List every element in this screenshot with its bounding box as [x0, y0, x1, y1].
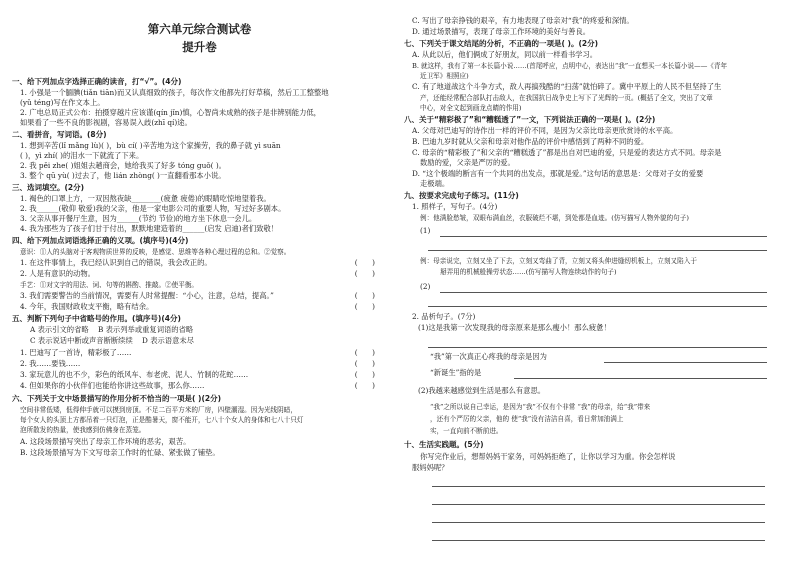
- choice-line: C. 有了地道战这个斗争方式，敌人再搞残酷的“扫荡”就怕碎了。冀中平原上的人民不但坚持了生: [412, 82, 722, 91]
- question-line: (1)这是我第一次发现我的母亲原来是那么瘦小！那么疲惫！: [418, 323, 611, 332]
- answer-paren[interactable]: ( ): [354, 370, 375, 379]
- blank-label: (2): [420, 282, 431, 291]
- passage-line: 泡所散发的热量，使我感到仿佛身在蒸笼。: [20, 426, 146, 434]
- question-line: 你写完作业后，想帮妈妈干家务，可妈妈拒绝了，让你以学习为重。你会怎样说: [420, 452, 676, 461]
- question-line: (2)我越来越感觉到生活是那么有意思。: [418, 386, 546, 395]
- answer-line[interactable]: [432, 522, 765, 523]
- example-line: 例：他满脸愁皱，双眼布满血丝，衣服破烂不堪，到处都是血迹。(仿写描写人物外貌的句子): [420, 214, 689, 222]
- section-heading: 二、看拼音，写词语。(8分): [12, 130, 107, 139]
- answer-paren[interactable]: ( ): [354, 302, 375, 311]
- page-title: 第六单元综合测试卷: [147, 22, 252, 36]
- choice-line: 近卫军》相照应): [420, 72, 469, 80]
- answer-paren[interactable]: ( ): [354, 291, 375, 300]
- choice-line: B. 就这样，我有了第一本长篇小说……(首尾呼应，点明中心，表达出“我”一直想买一本长篇小说——《青年: [412, 62, 728, 70]
- answer-line[interactable]: [514, 378, 767, 379]
- option-a: A 表示引文的省略: [30, 325, 89, 334]
- choice-line: 走极端。: [420, 179, 450, 188]
- question-line: 3. 父亲从事开餐厅生意，因为______(节约 节俭)的地方坐下休息一会儿。: [20, 214, 257, 223]
- blank-label: (1): [420, 226, 431, 235]
- question-line: 2. 人是有意识的动物。: [20, 269, 95, 278]
- question-line: 1. 褐色的口罩上方，一双因熬夜缺________(疲惫 疲倦)的眼睛吃惊地望着我。: [20, 194, 271, 203]
- question-line: 2. 品析句子。(7分): [412, 312, 476, 321]
- choice-line: B. 巴迪九岁时就从父亲和母亲对他作品的评价中感悟到了两种不同的爱。: [412, 137, 649, 146]
- section-heading: 七、下列关于课文结尾的分析，不正确的一项是( )。(2分): [404, 39, 599, 48]
- choice-line: C. 写出了母亲挣钱的艰辛，有力地表现了母亲对“我”的疼爱和深情。: [412, 16, 634, 25]
- answer-line[interactable]: [428, 347, 767, 348]
- question-line: 3. 整个 qū yù( )过去了，他 lián zhòng( )一直翻看那本小说。: [20, 171, 226, 180]
- choice-line: 产，还能经常配合部队打击敌人，在我国抗日战争史上写下了光辉的一页。(概括了全文，突出了文章: [420, 94, 713, 102]
- section-heading: 一、给下列加点字选择正确的读音，打“√”。(4分): [12, 77, 182, 86]
- answer-paren[interactable]: ( ): [354, 258, 375, 267]
- option-d: D 表示语意未尽: [142, 336, 194, 345]
- question-line: 1. 照样子，写句子。(4分): [412, 202, 498, 211]
- question-line: “我”之所以说自己幸运，是因为“我”不仅有个非常 “我”的母亲，给“我”带来: [430, 403, 651, 411]
- question-line: 1. 在这件事情上，我已经认识到自己的错误，我会改正的。: [20, 258, 212, 267]
- question-line: “我”第一次真正心疼我的母亲是因为: [430, 352, 547, 361]
- answer-line[interactable]: [428, 306, 767, 307]
- question-line: 4. 但如果你的小伙伴们也能给你讲这些故事，那么你……: [20, 381, 205, 390]
- section-heading: 九、按要求完成句子练习。(11分): [404, 191, 519, 200]
- choice-line: C. 母亲的“精彩极了”和父亲的“糟糕透了”都是出自对巴迪的爱，只是爱的表达方式不同。母亲是: [412, 148, 722, 157]
- section-heading: 八、关于“精彩极了”和“糟糕透了”一文，下列说法正确的一项是( )。(2分): [404, 115, 656, 124]
- question-line: 2. 广电总局正式公布：拍摄穿越片应该谨(qín jǐn)慎，心智尚未成熟的孩子是非辨别能力低，: [20, 108, 321, 117]
- question-line: 1. 小强是一个腼腆(tiǎn tiān)而又认真细致的孩子，每次作文他都先打好草稿，然后工工整整地: [20, 88, 329, 97]
- answer-paren[interactable]: ( ): [354, 381, 375, 390]
- question-line: 2. 我……要钱……: [20, 359, 81, 368]
- passage-line: 每个女人的头顶上方都吊着一只灯泡，正是酷暑天，窗不能开，七八十个女人的身体和七八十只灯: [20, 416, 304, 424]
- question-line: (yǔ téng)写在作文本上。: [20, 98, 105, 107]
- answer-paren[interactable]: ( ): [354, 359, 375, 368]
- section-heading: 三、选词填空。(2分): [12, 183, 85, 192]
- choice-line: 中心，对全文起到画龙点睛的作用): [420, 104, 522, 112]
- question-line: 3. 我们需要警告的当前情况，需要有人时常提醒：“小心，注意，总结，提高。”: [20, 291, 274, 300]
- passage-line: 空间非常低矮，低得伸手就可以摸到房顶。不足二百平方米的厂房，四壁潮湿。因为光线阴暗，: [20, 406, 297, 414]
- answer-line[interactable]: [440, 236, 767, 237]
- section-heading: 五、判断下列句子中省略号的作用。(填序号)(4分): [12, 314, 181, 323]
- answer-line[interactable]: [604, 362, 767, 363]
- question-line: 1. 巴迪写了一首诗，精彩极了……: [20, 348, 132, 357]
- question-line: 服妈妈呢？: [412, 463, 449, 472]
- answer-paren[interactable]: ( ): [354, 348, 375, 357]
- definition-line: 手艺：①对文字的用法、词、句等的斟酌、推敲。②使平衡。: [20, 281, 199, 289]
- option-c: C 表示说话中断或声音断断续续: [30, 336, 133, 345]
- question-line: 实，一直向前不断前进。: [430, 427, 503, 435]
- section-heading: 六、下列关于文中场景描写的作用分析不恰当的一项是( )(2分): [12, 394, 222, 403]
- option-b: B 表示列举或重复词语的省略: [97, 325, 194, 334]
- question-line: “新诞生”指的是: [430, 368, 482, 377]
- section-heading: 十、生活实践题。(5分): [404, 440, 484, 449]
- answer-paren[interactable]: ( ): [354, 269, 375, 278]
- example-line: 掰弄用的机械般操劳状态……(仿写描写人物连续动作的句子): [440, 268, 617, 276]
- choice-line: D. 通过场景描写，表现了母亲工作环境的美好与善良。: [412, 27, 591, 36]
- section-heading: 四、给下列加点词语选择正确的义项。(填序号)(4分): [12, 236, 189, 245]
- answer-line[interactable]: [440, 292, 767, 293]
- choice-line: A. 从此以后，他们俩成了好朋友，同以前一样看书学习。: [412, 50, 598, 59]
- question-line: 4. 我为那些为了孩子们甘于付出，默默地建造着的______(启发 启迪)者们致敬！: [20, 224, 279, 233]
- answer-line[interactable]: [432, 504, 765, 505]
- answer-line[interactable]: [432, 540, 765, 541]
- example-line: 例：母亲说完，立刻又坐了下去，立刻又弯曲了背，立刻又将头伸进缝纫机板上，立刻又陷入于: [420, 257, 697, 265]
- question-line: 如果看了一些不良的影视剧，容易误入歧(zhī qí)途。: [20, 118, 192, 127]
- option-line: [12, 336, 387, 346]
- question-line: 1. 想到辛苦(lǐ mǎng lù)( )，bù cí( )辛苦地为这个家操劳，我的鼻子就 yì suān: [20, 141, 281, 150]
- question-line: 4. 今年，我国财政收支平衡，略有结余。: [20, 302, 154, 311]
- question-line: 3. 家玩意儿的也不少，彩色的纸风车、布老虎、泥人、竹制的花蛇……: [20, 370, 249, 379]
- answer-line[interactable]: [432, 486, 765, 487]
- question-line: ，还有个严厉的父亲，他的 使“我”没有洁洁自喜，看日常加油满上: [430, 415, 624, 423]
- question-line: ( )，yì zhí( )的泪水一下就流了下来。: [20, 151, 144, 160]
- choice-line: B. 这段场景描写为下文写母亲工作时的忙碌、紧张做了铺垫。: [20, 448, 220, 457]
- page-subtitle: 提升卷: [182, 40, 217, 54]
- answer-line[interactable]: [428, 250, 767, 251]
- choice-line: A. 这段场景描写突出了母亲工作环境的恶劣，艰苦。: [20, 437, 191, 446]
- choice-line: A. 父母对巴迪写的诗作出一样的评价不同，是因为父亲比母亲更欣赏诗的水平高。: [412, 126, 678, 135]
- question-line: 2. 我 pěi zhe( )姐姐去趟商会，她给我买了好多 tóng guǒ( )。: [20, 161, 226, 170]
- question-line: 2. 我______(敬仰 敬爱)我的父亲，他是一家电影公司的重要人物，写过好多剧本。: [20, 204, 286, 213]
- option-line: [12, 325, 387, 335]
- right-column: [404, 0, 779, 561]
- definition-line: 意识：①人的头脑对于客观物质世界的反映，是感觉、思维等各种心理过程的总和。②觉察。: [20, 248, 291, 256]
- choice-line: 数励的爱，父亲是严厉的爱。: [420, 158, 515, 167]
- choice-line: D. “这个极端的断言有一个共同的出发点，那就是爱。”这句话的意思是：父母对子女的爱要: [412, 169, 704, 178]
- left-column: [12, 0, 387, 561]
